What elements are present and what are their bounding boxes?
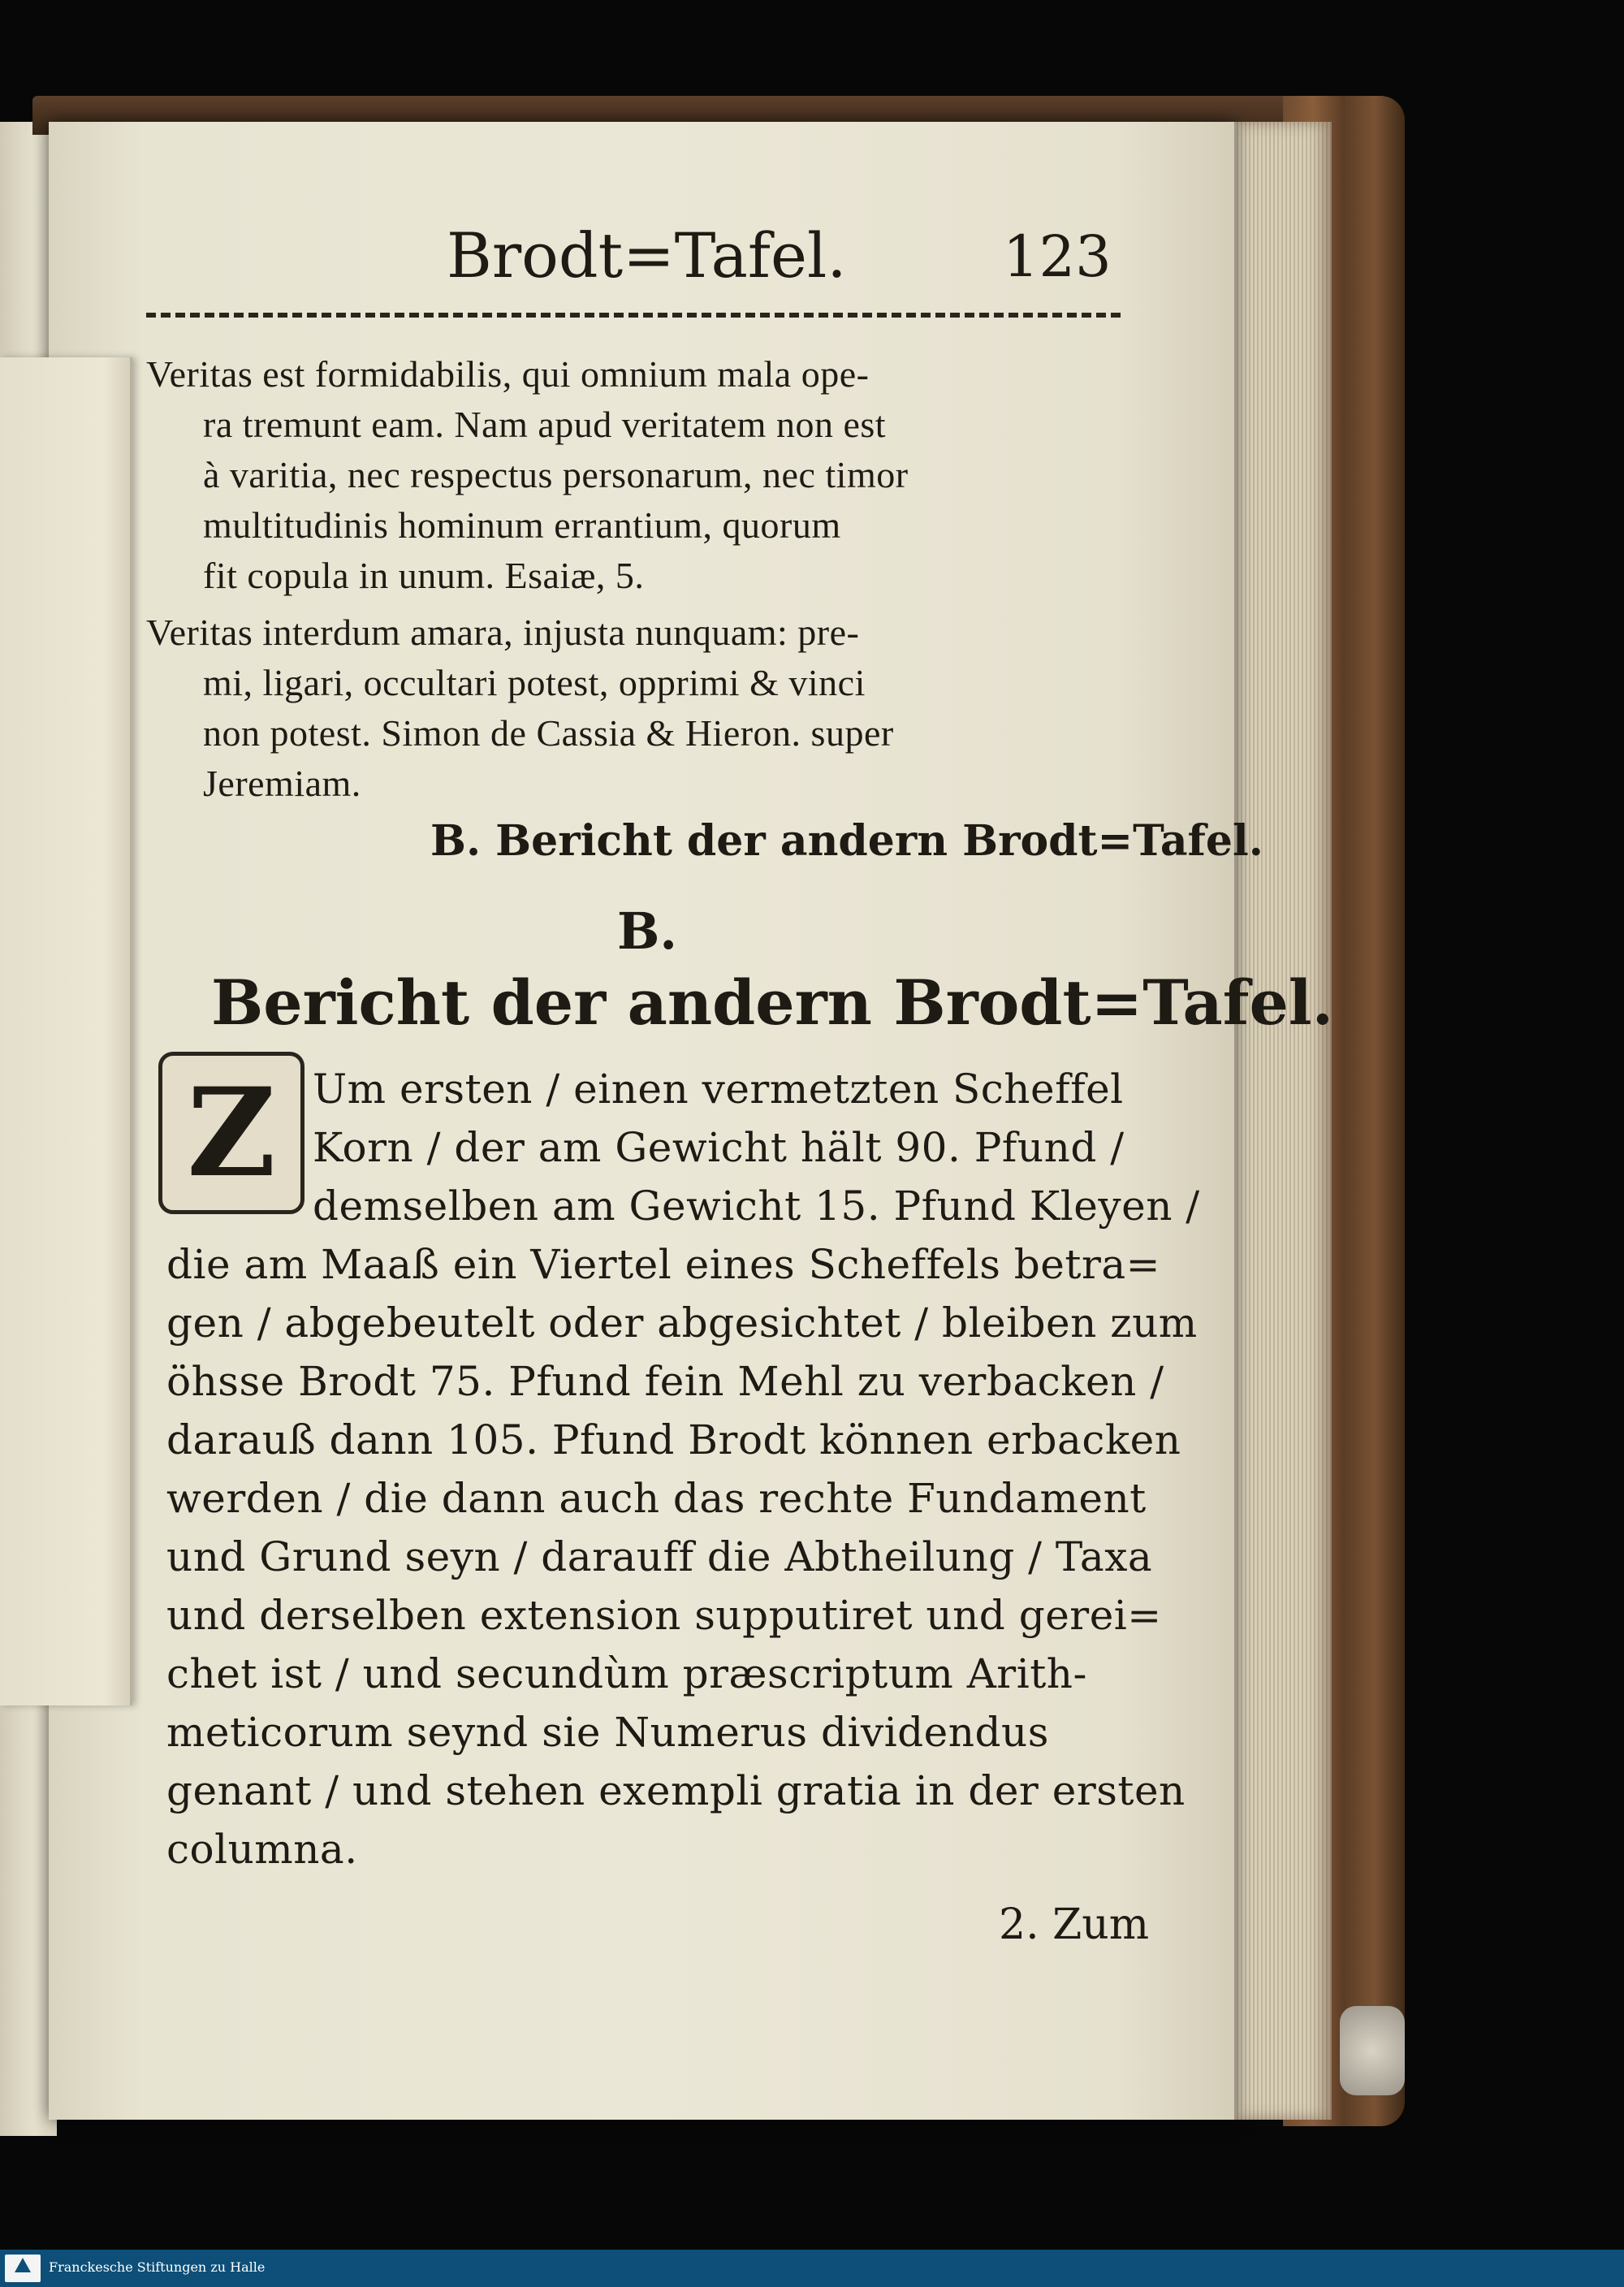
latin-line: Jeremiam. (203, 763, 361, 804)
inserted-paper-slip (0, 357, 132, 1706)
decorated-initial: Z (158, 1052, 304, 1214)
body-line: columna. (166, 1826, 358, 1873)
page-number: 123 (1003, 223, 1112, 290)
body-line: Um ersten / einen vermetzten Scheffel (313, 1066, 1124, 1113)
latin-line: multitudinis hominum errantium, quorum (203, 504, 841, 546)
body-line: gen / abgebeutelt oder abgesichtet / bleiben zum (166, 1299, 1198, 1347)
body-line: und derselben extension supputiret und gerei= (166, 1592, 1162, 1639)
body-line: chet ist / und secundùm præscriptum Arith- (166, 1650, 1087, 1697)
institution-logo-icon (5, 2255, 41, 2282)
body-line: meticorum seynd sie Numerus dividendus (166, 1709, 1049, 1756)
body-line: und Grund seyn / darauff die Abtheilung / Taxa (166, 1533, 1153, 1580)
latin-line: Veritas interdum amara, injusta nunquam: pre- (146, 612, 860, 653)
section-letter: B. (617, 901, 677, 961)
latin-line: non potest. Simon de Cassia & Hieron. super (203, 712, 894, 754)
latin-line: ra tremunt eam. Nam apud veritatem non est (203, 404, 887, 445)
body-line: die am Maaß ein Viertel eines Scheffels betra= (166, 1241, 1161, 1288)
body-line: öhsse Brodt 75. Pfund fein Mehl zu verbacken / (166, 1358, 1164, 1405)
body-line: darauß dann 105. Pfund Brodt können erbacken (166, 1416, 1181, 1463)
footer-bar (0, 2250, 1624, 2287)
body-line: demselben am Gewicht 15. Pfund Kleyen / (313, 1182, 1200, 1230)
latin-line: mi, ligari, occultari potest, opprimi & vinci (203, 662, 866, 703)
latin-line: à varitia, nec respectus personarum, nec timor (203, 454, 909, 495)
header-rule (146, 313, 1121, 318)
body-line: genant / und stehen exempli gratia in der ersten (166, 1767, 1186, 1814)
body-line: werden / die dann auch das rechte Fundament (166, 1475, 1147, 1522)
cover-corner (1340, 2006, 1405, 2095)
latin-line: fit copula in unum. Esaiæ, 5. (203, 555, 645, 596)
latin-line: Veritas est formidabilis, qui omnium mala ope- (146, 353, 870, 395)
page-stack-edge (1218, 122, 1332, 2120)
body-line: Korn / der am Gewicht hält 90. Pfund / (313, 1124, 1125, 1171)
section-title: Bericht der andern Brodt=Tafel. (211, 966, 1334, 1039)
section-catch-heading: B. Bericht der andern Brodt=Tafel. (430, 816, 1263, 866)
running-header: Brodt=Tafel. (447, 219, 847, 292)
catchword: 2. Zum (999, 1900, 1150, 1949)
footer-credit: Franckesche Stiftungen zu Halle (49, 2259, 266, 2275)
